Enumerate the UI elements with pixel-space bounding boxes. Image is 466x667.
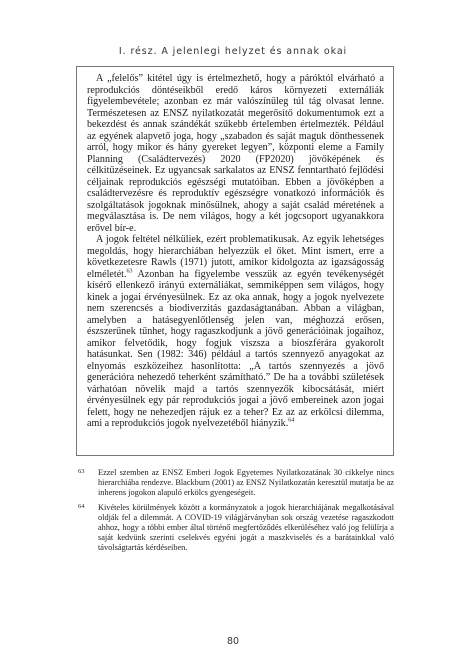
- footnotes: [76, 468, 394, 558]
- paragraph-text: A „felelős” kitétel úgy is értelmezhető, hogy a páróktól elvárható a reprodukciós döntéseikből eredő káros környezeti externáliák figyelembevétele; azonban ez már valószínűleg túl tág olvasat lenne. Természetesen az ENSZ nyilatkozatát megerősítő dokumentumok ezt a bekezdést és annak szándékát szűkebb értelemben értelmezték. Például az egyének alapvető joga, hogy „szabadon és saját maguk dönthessenek arról, hogy mikor és hány gyereket legyen”, központi eleme a Family Planning (Családtervezés) 2020 (FP2020) jövőképének és célkitűzéseinek. Ez ugyancsak sarkalatos az ENSZ fenntartható fejlődési céljainak reprodukciós egészségi mutatóiban. Ebben a jövőképben a családtervezésre és reproduktív egészségre vonatkozó információk és szolgáltatások jogoknak minősülnek, ahogy a saját család méretének a megválasztása is. De nem világos, hogy a két jogcsoport ugyanakkora erővel bír-e.: [87, 73, 384, 234]
- paragraph-text: A jogok feltétel nélküliek, ezért problematikusak. Az egyik lehetséges megoldás, hogy hierarchiában helyezzük el őket. Mint ismert, erre a következetesre Rawls (1971) jutott, amikor kidolgozta az igazságosság elméletét.: [87, 234, 384, 280]
- page-number: 80: [226, 636, 240, 647]
- footnote-text: Ezzel szemben az ENSZ Emberi Jogok Egyetemes Nyilatkozatának 30 cikkelye nincs hierarchiába rendezve. Blackburn (2001) az ENSZ Nyilatkozatán keresztül mutatja be az inherens jogokon alapuló erkölcs gyengeségeit.: [98, 468, 394, 498]
- footnote-number: 63: [78, 468, 85, 475]
- running-header: I. rész. A jelenlegi helyzet és annak okai: [118, 46, 348, 57]
- box-paragraph: [87, 234, 384, 430]
- footnote-number: 64: [78, 502, 85, 510]
- footnote: [76, 503, 394, 554]
- footnote-ref[interactable]: 64: [288, 417, 295, 424]
- paragraph-text: Azonban ha figyelembe vesszük az egyén tevékenységét kísérő ellenkező irányú externáliákat, semmiképpen sem világos, hogy kinek a jogai érvényesülnek. Ez az oka annak, hogy a jogok nyelvezete nem szerencsés a biodiverzitás gazdaságtanában. Abban a világban, amelyben a hatásegyenlőtlenség jelen van, méghozzá erősen, észszerűnek tűnhet, hogy ragaszkodjunk a jövő generációinak jogaihoz, amikor felvetődik, hogy fogjuk viszsza a bioszférára gyakorolt hatásunkat. Sen (1982: 346) például a tartós szennyező anyagokat az elnyomás eszközeihez hasonlította: „A tartós szennyezés a jövő generációra nehezedő teherként számítható.” De ha a további születések várhatóan növelik majd a tartós szennyezők kibocsátását, miért érvényesülnek egy pár reprodukciós jogai a jövő embereinek azon jogai felett, hogy ne nehezedjen rájuk ez a teher? Ez az az erkölcsi dilemma, ami a reprodukciós jogok nyelvezetéből hiányzik.: [87, 268, 384, 429]
- footnote: [76, 468, 394, 499]
- footnote-ref[interactable]: 63: [126, 268, 133, 275]
- boxed-text-panel: [76, 66, 394, 456]
- footnote-text: Kivételes körülmények között a kormányzatok a jogok hierarchiájának megalkotásával oldják fel a dilemmát. A COVID-19 világjárványban sok ország vezetése ragaszkodott ahhoz, hogy a többi ember által történő megfertőződés elkerüléséhez való jog felülírja a saját kedvünk szerinti cselekvés egyéni jogát a maszkviselés és a barátainkkal való távolságtartás kérdéseiben.: [98, 502, 394, 553]
- box-paragraph: [87, 73, 384, 234]
